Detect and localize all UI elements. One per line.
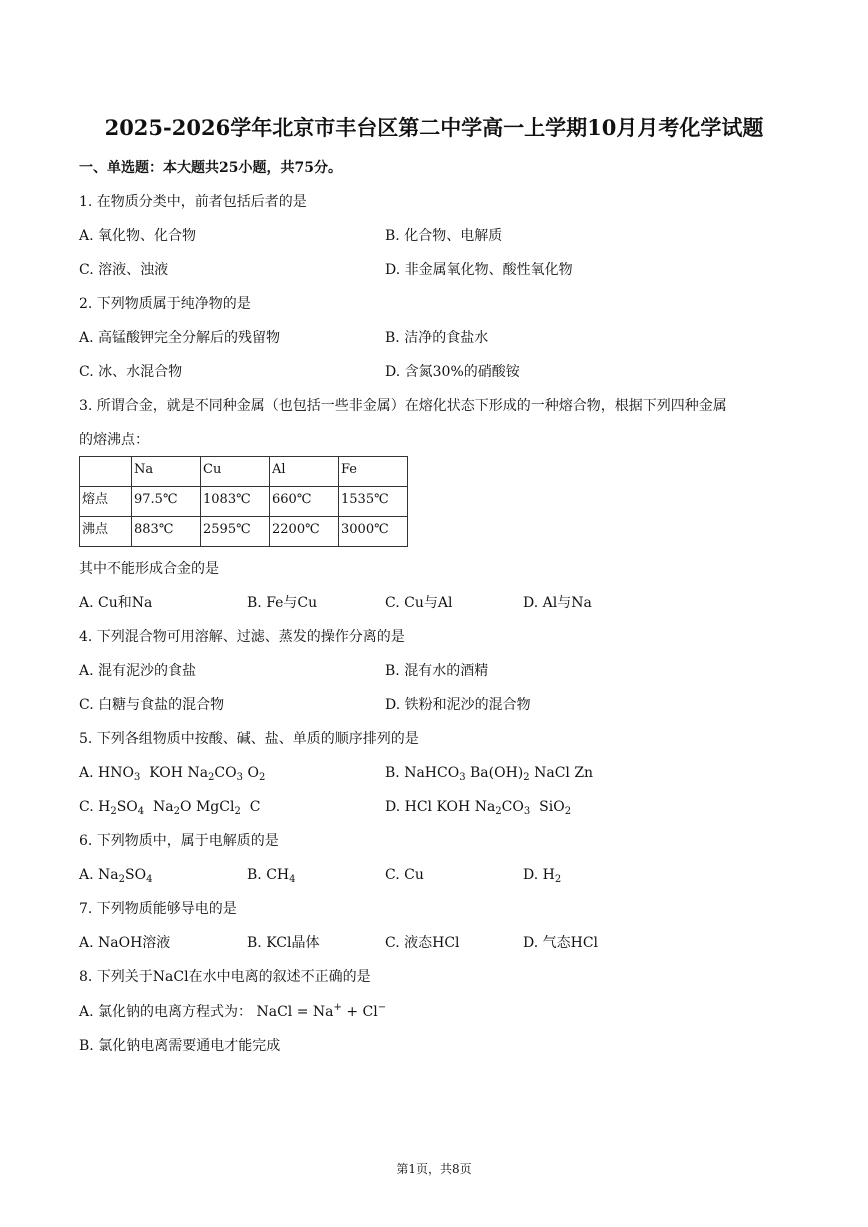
- page-footer: 第1页，共8页: [396, 1162, 472, 1176]
- question-3-option-c: C. Cu与Al: [385, 595, 453, 611]
- question-6-option-d: D. $H_2$: [523, 867, 562, 885]
- question-3-option-a: A. Cu和Na: [79, 595, 153, 611]
- table-cell: 2595℃: [201, 517, 270, 547]
- question-5-option-c: C. $H_2SO_4$ $Na_2O$ MgCl$_2$ C: [79, 799, 261, 817]
- question-3-stem-end: 其中不能形成合金的是: [79, 561, 219, 577]
- question-2-option-b: B. 洁净的食盐水: [385, 330, 489, 346]
- table-cell: Fe: [339, 457, 408, 487]
- question-6-stem: 6. 下列物质中，属于电解质的是: [79, 833, 279, 849]
- table-cell: Cu: [201, 457, 270, 487]
- question-2-option-a: A. 高锰酸钾完全分解后的残留物: [79, 330, 281, 346]
- question-4-option-b: B. 混有水的酒精: [385, 663, 489, 679]
- question-1-option-b: B. 化合物、电解质: [385, 228, 503, 244]
- table-cell: 97.5℃: [132, 487, 201, 517]
- table-cell: 沸点: [80, 517, 132, 547]
- table-row: [80, 487, 408, 517]
- question-7-option-d: D. 气态HCl: [523, 935, 599, 951]
- question-1-stem: 1. 在物质分类中，前者包括后者的是: [79, 194, 307, 210]
- table-cell: 熔点: [80, 487, 132, 517]
- question-2-option-c: C. 冰、水混合物: [79, 364, 183, 380]
- question-1-option-c: C. 溶液、浊液: [79, 262, 169, 278]
- question-7-option-b: B. KCl晶体: [247, 935, 320, 951]
- question-8-option-a-text: A. 氯化钠的电离方程式为：: [79, 1004, 253, 1020]
- table-cell: 1083℃: [201, 487, 270, 517]
- question-5-option-d: D. HCl KOH $Na_2CO_3$ SiO$_2$: [385, 799, 572, 817]
- page-title: 2025-2026学年北京市丰台区第二中学高一上学期10月月考化学试题: [104, 115, 764, 140]
- section-heading: 一、单选题：本大题共25小题，共75分。: [79, 160, 342, 176]
- table-cell: 1535℃: [339, 487, 408, 517]
- question-3-option-b: B. Fe与Cu: [247, 595, 318, 611]
- question-4-option-c: C. 白糖与食盐的混合物: [79, 697, 225, 713]
- question-3-stem: 3. 所谓合金，就是不同种金属（也包括一些非金属）在熔化状态下形成的一种熔合物，根据下列四种金属: [79, 398, 727, 414]
- question-5-stem: 5. 下列各组物质中按酸、碱、盐、单质的顺序排列的是: [79, 731, 419, 747]
- table-cell: Al: [270, 457, 339, 487]
- question-2-option-d: D. 含氮30%的硝酸铵: [385, 364, 520, 380]
- question-6-option-c: C. Cu: [385, 867, 424, 883]
- question-3-stem-cont: 的熔沸点：: [79, 432, 149, 448]
- question-7-option-a: A. NaOH溶液: [79, 935, 171, 951]
- table-cell: 660℃: [270, 487, 339, 517]
- question-1-option-d: D. 非金属氧化物、酸性氧化物: [385, 262, 573, 278]
- question-8-option-a: [79, 1002, 386, 1022]
- question-4-stem: 4. 下列混合物可用溶解、过滤、蒸发的操作分离的是: [79, 629, 405, 645]
- question-6-option-a: A. $Na_2SO_4$: [79, 867, 153, 885]
- table-cell: 883℃: [132, 517, 201, 547]
- question-7-option-c: C. 液态HCl: [385, 935, 460, 951]
- question-1-option-a: A. 氧化物、化合物: [79, 228, 197, 244]
- table-cell: 3000℃: [339, 517, 408, 547]
- question-4-option-d: D. 铁粉和泥沙的混合物: [385, 697, 531, 713]
- ionization-equation: NaCl = Na+ + Cl−: [256, 1002, 387, 1020]
- question-8-option-b: B. 氯化钠电离需要通电才能完成: [79, 1038, 281, 1054]
- table-header-row: [80, 457, 408, 487]
- table-cell: 2200℃: [270, 517, 339, 547]
- question-7-stem: 7. 下列物质能够导电的是: [79, 901, 237, 917]
- question-5-option-a: A. $HNO_3$ KOH $Na_2CO_3$ $O_2$: [79, 765, 266, 783]
- table-cell: [80, 457, 132, 487]
- table-cell: Na: [132, 457, 201, 487]
- melting-point-table: [79, 456, 408, 547]
- question-4-option-a: A. 混有泥沙的食盐: [79, 663, 197, 679]
- table-row: [80, 517, 408, 547]
- question-6-option-b: B. $CH_4$: [247, 867, 296, 885]
- question-2-stem: 2. 下列物质属于纯净物的是: [79, 296, 251, 312]
- question-8-stem: 8. 下列关于NaCl在水中电离的叙述不正确的是: [79, 969, 371, 985]
- question-5-option-b: B. NaHCO$_3$ $Ba(OH)_2$ NaCl Zn: [385, 765, 594, 783]
- question-3-option-d: D. Al与Na: [523, 595, 592, 611]
